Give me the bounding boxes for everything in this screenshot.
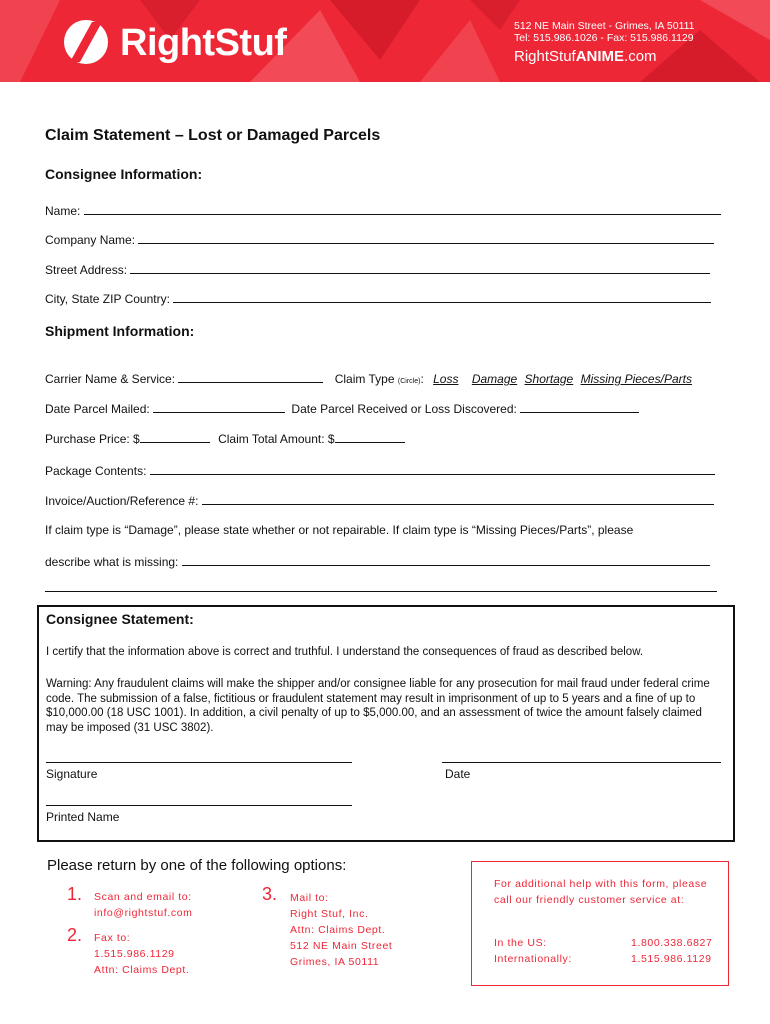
shipment-heading: Shipment Information:: [45, 323, 195, 339]
date-label: Date: [445, 767, 471, 781]
printed-name-label: Printed Name: [46, 810, 120, 824]
date-field[interactable]: [442, 762, 721, 763]
statement-heading: Consignee Statement:: [46, 611, 194, 627]
contact-info: [514, 20, 695, 44]
invoice-field[interactable]: [202, 493, 714, 505]
return-heading: Please return by one of the following options:: [47, 857, 347, 874]
option-1-text: Scan and email to: info@rightstuf.com: [94, 891, 193, 919]
street-row: Street Address:: [45, 262, 710, 277]
website-link[interactable]: RightStufANIME.com: [514, 48, 657, 65]
consignee-heading: Consignee Information:: [45, 166, 203, 182]
signature-label: Signature: [46, 767, 98, 781]
signature-field[interactable]: [46, 762, 352, 763]
intl-phone[interactable]: 1.515.986.1129: [631, 953, 712, 965]
claim-option-loss[interactable]: Loss: [433, 372, 459, 386]
email-link[interactable]: info@rightstuf.com: [94, 907, 193, 919]
help-intl-row: Internationally: 1.515.986.1129: [494, 953, 712, 965]
help-text: For additional help with this form, please call our friendly customer service at:: [494, 878, 708, 906]
name-field[interactable]: [84, 203, 721, 215]
option-3-number: 3.: [262, 884, 278, 904]
contents-field[interactable]: [150, 463, 715, 475]
phone-fax: Tel: 515.986.1026 - Fax: 515.986.1129: [514, 32, 694, 44]
address: 512 NE Main Street - Grimes, IA 50111: [514, 20, 695, 32]
carrier-field[interactable]: [178, 371, 323, 383]
option-1-number: 1.: [67, 884, 83, 904]
city-field[interactable]: [173, 291, 711, 303]
city-row: City, State ZIP Country:: [45, 291, 711, 306]
dates-row: Date Parcel Mailed: Date Parcel Received or Loss Discovered:: [45, 401, 639, 416]
help-us-row: In the US: 1.800.338.6827: [494, 937, 713, 949]
printed-name-field[interactable]: [46, 805, 352, 806]
brand-name: RightStuf: [120, 22, 287, 64]
date-mailed-field[interactable]: [153, 401, 285, 413]
claim-total-field[interactable]: [335, 431, 405, 443]
claim-option-damage[interactable]: Damage: [471, 372, 518, 386]
carrier-row: Carrier Name & Service: Claim Type (Circle): Loss Damage Shortage Missing Pieces/Parts: [45, 372, 692, 386]
describe-field-line2[interactable]: [45, 591, 717, 592]
company-row: Company Name:: [45, 232, 714, 247]
us-phone[interactable]: 1.800.338.6827: [631, 937, 713, 949]
describe-field[interactable]: [182, 554, 710, 566]
option-2-text: Fax to: 1.515.986.1129 Attn: Claims Dept.: [94, 932, 190, 976]
price-row: Purchase Price: $ Claim Total Amount: $: [45, 431, 405, 446]
warning-text: Warning: Any fraudulent claims will make the shipper and/or consignee liable for any prosecution for mail fraud under federal crime code. The submission of a false, fictitious or fraudulent statement may result in imprisonment of up to 5 years and a fine of up to $10,000.00 (18 USC 1001). In addition, a civil penalty of up to $5,000.00, and an assessment of twice the amount falsely claimed may be imposed (31 USC 3802).: [46, 678, 710, 734]
company-field[interactable]: [138, 232, 714, 244]
option-3-text: Mail to: Right Stuf, Inc. Attn: Claims Dept. 512 NE Main Street Grimes, IA 50111: [290, 892, 393, 968]
claim-option-missing[interactable]: Missing Pieces/Parts: [580, 372, 692, 386]
claim-option-shortage[interactable]: Shortage: [524, 372, 574, 386]
rightstuf-logo-icon: [62, 18, 110, 66]
invoice-row: Invoice/Auction/Reference #:: [45, 493, 714, 508]
contents-row: Package Contents:: [45, 463, 715, 478]
option-2-number: 2.: [67, 925, 83, 945]
name-row: Name:: [45, 203, 721, 218]
describe-row: describe what is missing:: [45, 554, 710, 569]
purchase-price-field[interactable]: [140, 431, 210, 443]
help-box: [471, 861, 729, 986]
date-received-field[interactable]: [520, 401, 639, 413]
certify-text: I certify that the information above is correct and truthful. I understand the consequences of fraud as described below.: [46, 646, 644, 658]
header-banner: [0, 0, 770, 82]
street-field[interactable]: [130, 262, 710, 274]
consignee-statement-box: [37, 605, 735, 842]
form-title: Claim Statement – Lost or Damaged Parcels: [45, 127, 381, 144]
instructions: If claim type is “Damage”, please state whether or not repairable. If claim type is “Missing Pieces/Parts”, please: [45, 523, 634, 537]
